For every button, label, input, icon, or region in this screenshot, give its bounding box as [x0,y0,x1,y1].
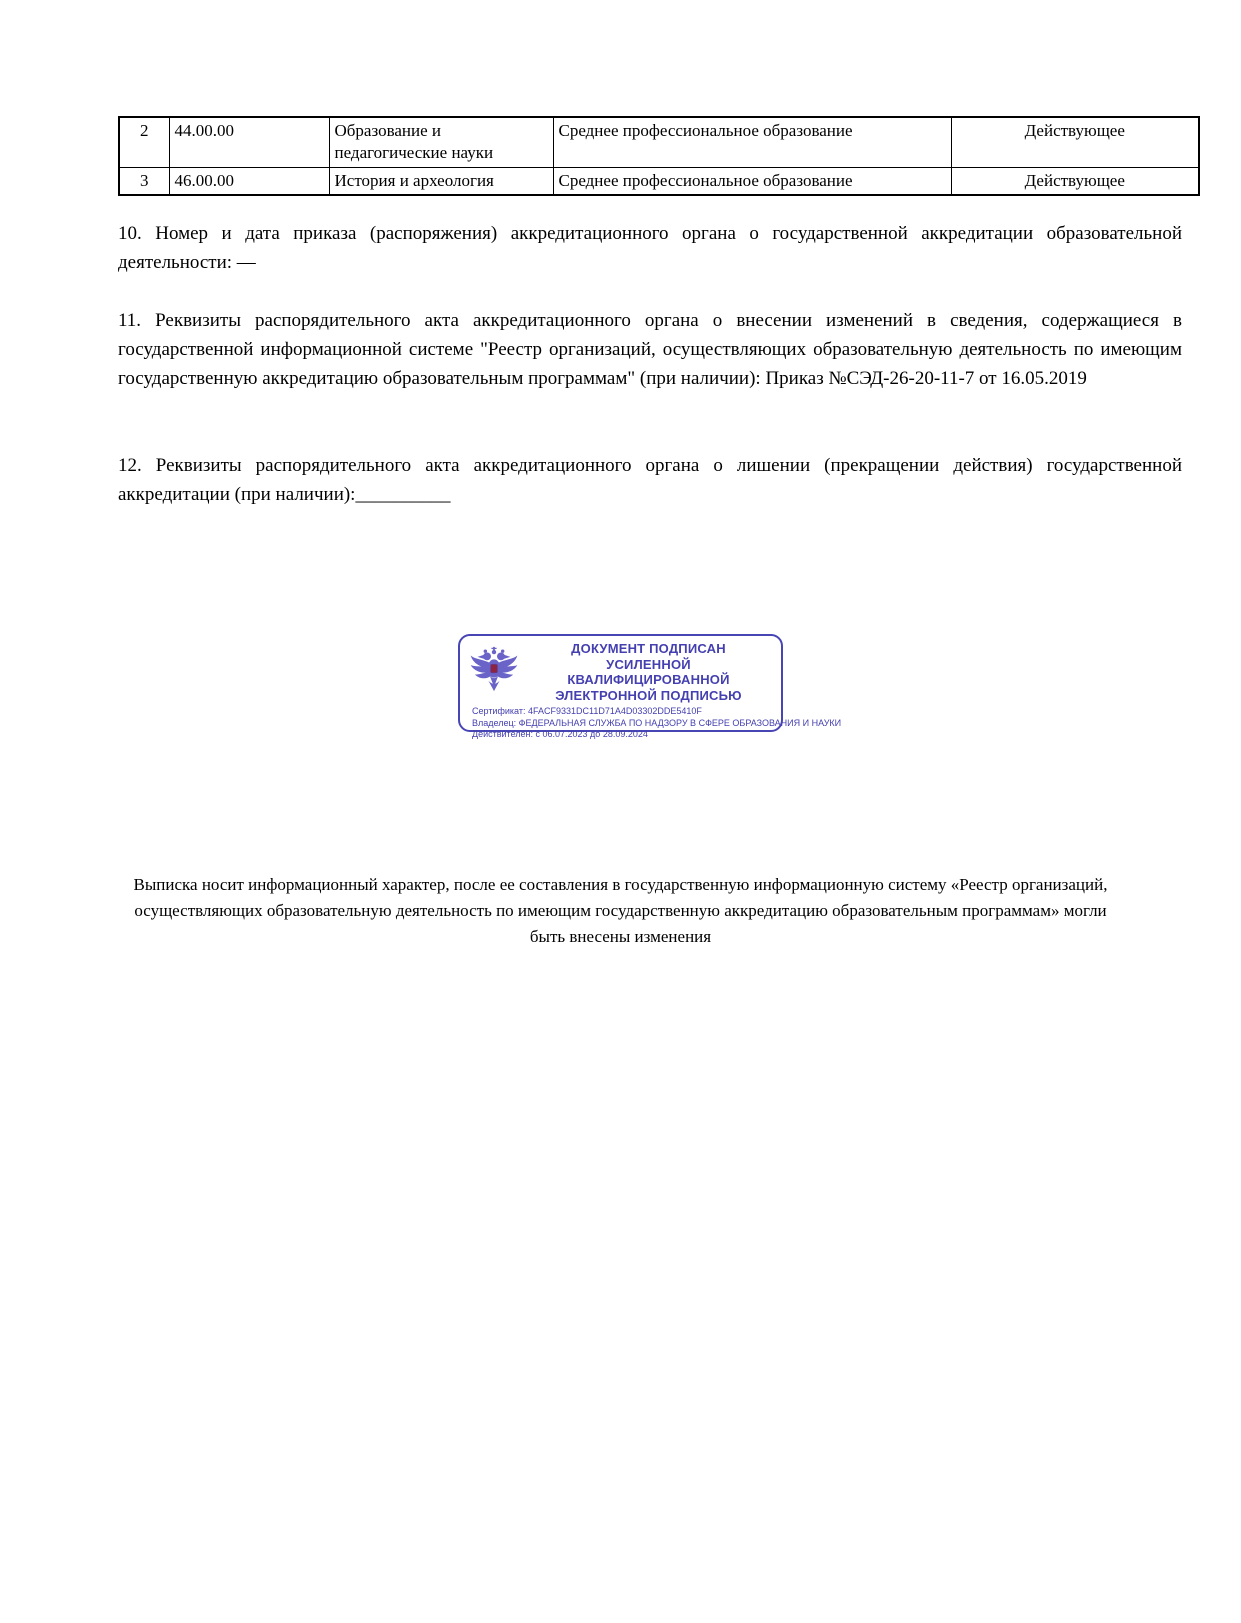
level-cell: Среднее профессиональное образование [553,117,951,167]
code-cell: 44.00.00 [169,117,329,167]
table-row [119,117,1199,167]
stamp-title [524,641,773,703]
paragraph-10: 10. Номер и дата приказа (распоряжения) аккредитационного органа о государственной аккредитации образовательной деятельности: — [118,223,1182,273]
table-row [119,167,1199,195]
name-cell: История и археология [329,167,553,195]
stamp-title-line2: УСИЛЕННОЙ КВАЛИФИЦИРОВАННОЙ [567,656,730,687]
stamp-details [460,704,842,743]
row-number-cell: 3 [119,167,169,195]
coat-of-arms-icon [468,646,520,698]
status-cell: Действующее [951,117,1199,167]
accreditation-table [118,116,1200,196]
signature-stamp [458,634,842,739]
paragraph-11: 11. Реквизиты распорядительного акта аккредитационного органа о внесении изменений в сведения, содержащиеся в государственной информационной системе "Реестр организаций, осуществляющих образовательную деятельность по имеющим государственную аккредитацию образовательным программам" (при наличии): Приказ №СЭД-26-20-11-7 от 16.05.2019 [118,310,1182,389]
row-number-cell: 2 [119,117,169,167]
name-cell: Образование и педагогические науки [329,117,553,167]
level-cell: Среднее профессиональное образование [553,167,951,195]
paragraph-12: 12. Реквизиты распорядительного акта аккредитационного органа о лишении (прекращении действия) государственной аккредитации (при наличии):__________ [118,455,1182,505]
stamp-title-line1: ДОКУМЕНТ ПОДПИСАН [571,641,726,656]
stamp-title-line3: ЭЛЕКТРОННОЙ ПОДПИСЬЮ [555,687,742,703]
footer-note: Выписка носит информационный характер, после ее составления в государственную информационную систему «Реестр организаций, осуществляющих образовательную деятельность по имеющим государственную аккредитацию образовательным программам» могли быть внесены изменения [133,875,1108,946]
code-cell: 46.00.00 [169,167,329,195]
owner-line: Владелец: ФЕДЕРАЛЬНАЯ СЛУЖБА ПО НАДЗОРУ В СФЕРЕ ОБРАЗОВАНИЯ И НАУКИ [472,717,842,728]
certificate-line: Сертификат: 4FACF9331DC11D71A4D03302DDE5410F [472,706,702,716]
stamp-header [460,636,781,704]
validity-line: Действителен: с 06.07.2023 до 28.09.2024 [472,729,648,739]
status-cell: Действующее [951,167,1199,195]
